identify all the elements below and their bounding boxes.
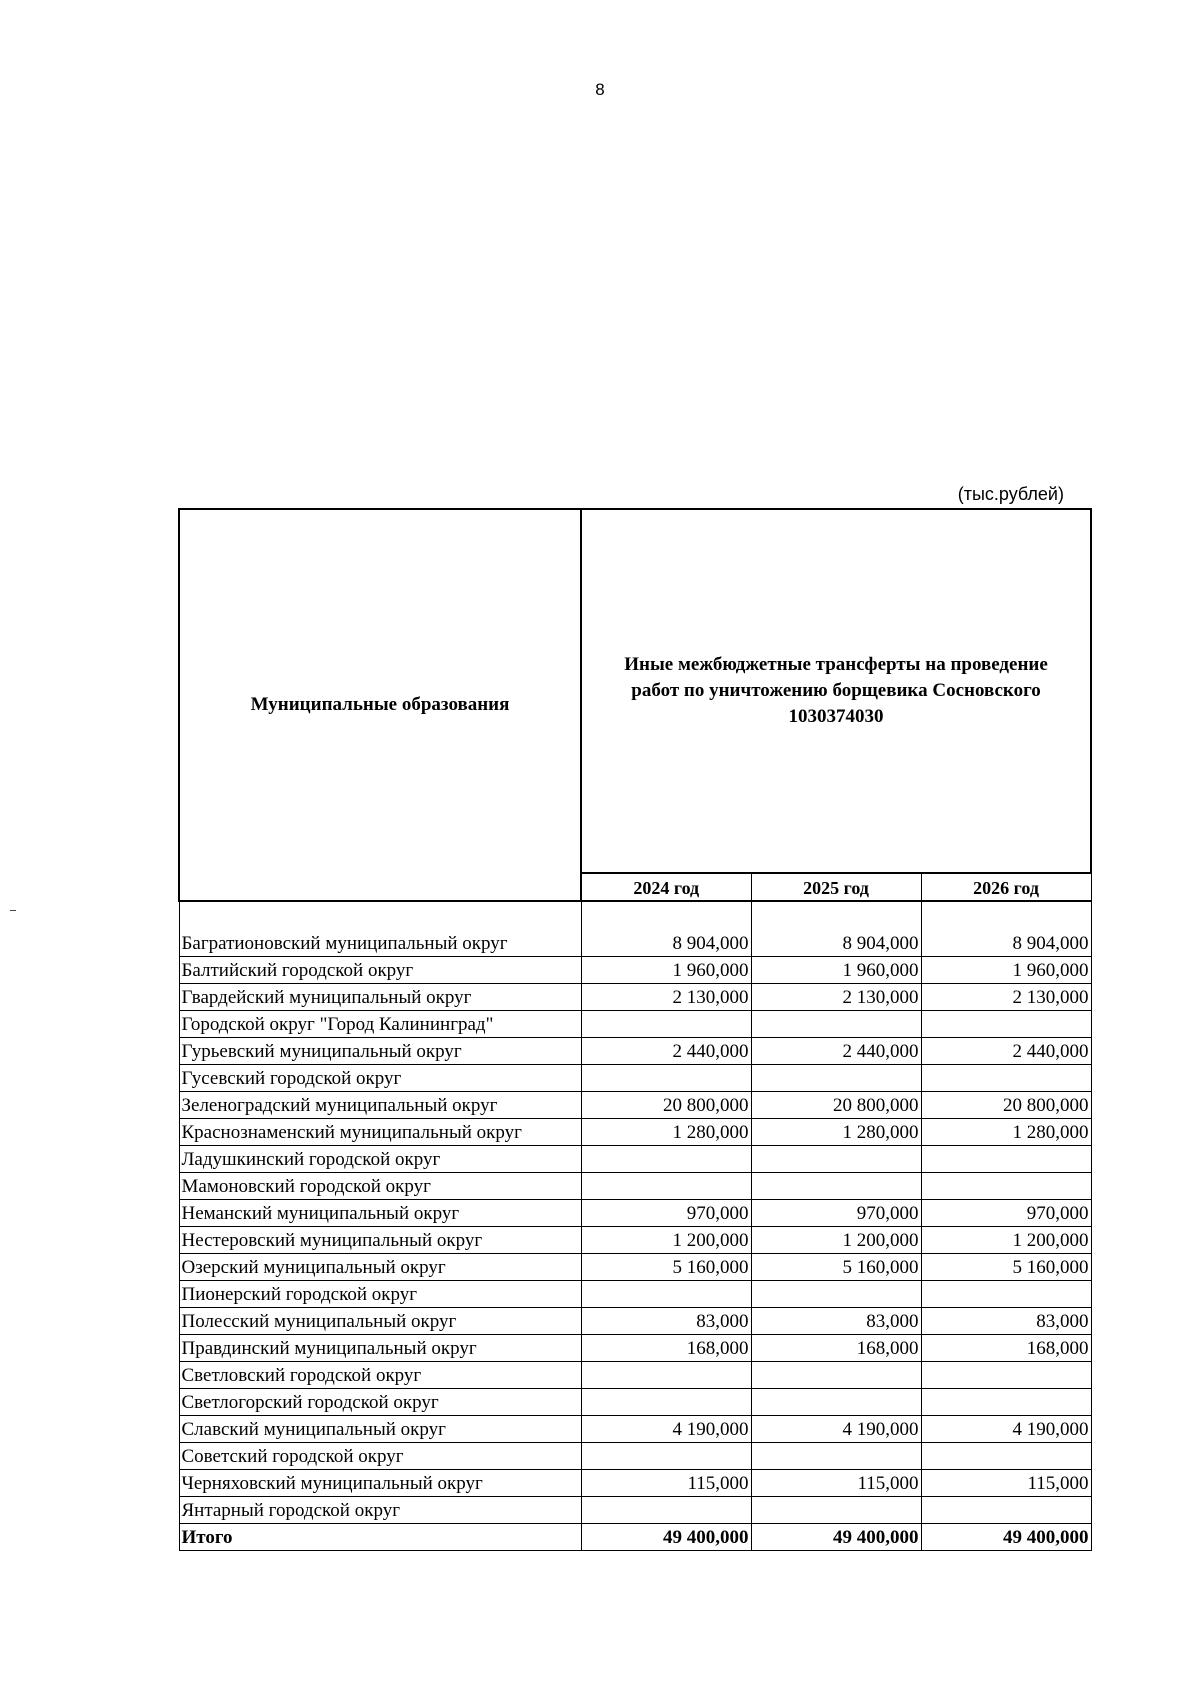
value-2024 (581, 1497, 751, 1524)
municipality-name: Черняховский муниципальный округ (179, 1470, 581, 1497)
value-2024 (581, 1281, 751, 1308)
table-row (179, 984, 1091, 1011)
value-2024 (581, 1011, 751, 1038)
value-2026: 1 200,000 (921, 1227, 1091, 1254)
table-row (179, 901, 1091, 957)
municipality-name: Светловский городской округ (179, 1362, 581, 1389)
header-transfers-line2: работ по уничтожению борщевика Сосновского (631, 680, 1041, 701)
table-row (179, 1416, 1091, 1443)
total-2026: 49 400,000 (921, 1524, 1091, 1551)
table-row (179, 1092, 1091, 1119)
table-row (179, 1497, 1091, 1524)
value-2025: 1 960,000 (751, 957, 921, 984)
municipality-name: Нестеровский муниципальный округ (179, 1227, 581, 1254)
value-2025 (751, 1281, 921, 1308)
value-2026: 4 190,000 (921, 1416, 1091, 1443)
value-2024: 8 904,000 (581, 901, 751, 957)
header-transfers (581, 509, 1091, 873)
value-2024: 2 440,000 (581, 1038, 751, 1065)
value-2025 (751, 1011, 921, 1038)
units-note: (тыс.рублей) (957, 484, 1064, 504)
municipality-name: Неманский муниципальный округ (179, 1200, 581, 1227)
value-2025: 1 200,000 (751, 1227, 921, 1254)
value-2025: 1 280,000 (751, 1119, 921, 1146)
municipality-name: Полесский муниципальный округ (179, 1308, 581, 1335)
municipality-name: Гвардейский муниципальный округ (179, 984, 581, 1011)
value-2024: 83,000 (581, 1308, 751, 1335)
value-2024: 1 200,000 (581, 1227, 751, 1254)
table-row (179, 1119, 1091, 1146)
municipality-name: Балтийский городской округ (179, 957, 581, 984)
value-2026 (921, 1173, 1091, 1200)
value-2024: 2 130,000 (581, 984, 751, 1011)
municipality-name: Городской округ "Город Калининград" (179, 1011, 581, 1038)
header-municipality: Муниципальные образования (179, 509, 581, 901)
table-header (179, 509, 1091, 901)
total-label: Итого (179, 1524, 581, 1551)
table-row (179, 1200, 1091, 1227)
table-row (179, 1389, 1091, 1416)
header-year-2026: 2026 год (921, 873, 1091, 901)
value-2025: 20 800,000 (751, 1092, 921, 1119)
value-2025 (751, 1497, 921, 1524)
value-2025: 83,000 (751, 1308, 921, 1335)
municipality-name: Славский муниципальный округ (179, 1416, 581, 1443)
municipality-name: Гурьевский муниципальный округ (179, 1038, 581, 1065)
value-2025: 168,000 (751, 1335, 921, 1362)
municipality-name: Светлогорский городской округ (179, 1389, 581, 1416)
table-row (179, 1335, 1091, 1362)
value-2025 (751, 1146, 921, 1173)
table-row (179, 1254, 1091, 1281)
table-row (179, 1308, 1091, 1335)
value-2026 (921, 1362, 1091, 1389)
value-2025: 970,000 (751, 1200, 921, 1227)
value-2024: 115,000 (581, 1470, 751, 1497)
value-2024 (581, 1146, 751, 1173)
value-2025 (751, 1065, 921, 1092)
table-row (179, 957, 1091, 984)
total-2025: 49 400,000 (751, 1524, 921, 1551)
page-number: 8 (595, 80, 605, 99)
value-2025: 115,000 (751, 1470, 921, 1497)
table-row (179, 1065, 1091, 1092)
value-2026: 2 440,000 (921, 1038, 1091, 1065)
table-row (179, 1227, 1091, 1254)
table-row (179, 1362, 1091, 1389)
value-2026 (921, 1146, 1091, 1173)
municipality-name: Краснознаменский муниципальный округ (179, 1119, 581, 1146)
municipality-name: Багратионовский муниципальный округ (179, 901, 581, 957)
value-2026: 20 800,000 (921, 1092, 1091, 1119)
municipality-name: Ладушкинский городской округ (179, 1146, 581, 1173)
table-body (179, 901, 1091, 1551)
value-2026: 5 160,000 (921, 1254, 1091, 1281)
municipality-name: Озерский муниципальный округ (179, 1254, 581, 1281)
municipality-name: Мамоновский городской округ (179, 1173, 581, 1200)
table-row (179, 1470, 1091, 1497)
value-2024 (581, 1389, 751, 1416)
municipality-name: Янтарный городской округ (179, 1497, 581, 1524)
total-2024: 49 400,000 (581, 1524, 751, 1551)
value-2024: 1 280,000 (581, 1119, 751, 1146)
table-row (179, 1011, 1091, 1038)
value-2025 (751, 1389, 921, 1416)
header-transfers-code: 1030374030 (788, 706, 884, 727)
value-2026: 1 960,000 (921, 957, 1091, 984)
margin-mark (10, 910, 16, 911)
total-row (179, 1524, 1091, 1551)
municipality-name: Гусевский городской округ (179, 1065, 581, 1092)
municipality-name: Пионерский городской округ (179, 1281, 581, 1308)
value-2024: 4 190,000 (581, 1416, 751, 1443)
value-2026 (921, 1443, 1091, 1470)
header-year-2025: 2025 год (751, 873, 921, 901)
municipality-name: Правдинский муниципальный округ (179, 1335, 581, 1362)
value-2025 (751, 1443, 921, 1470)
value-2024 (581, 1362, 751, 1389)
header-year-2024: 2024 год (581, 873, 751, 901)
value-2025 (751, 1173, 921, 1200)
table-row (179, 1038, 1091, 1065)
value-2025: 4 190,000 (751, 1416, 921, 1443)
header-transfers-line1: Иные межбюджетные трансферты на проведение (624, 654, 1048, 675)
value-2026 (921, 1389, 1091, 1416)
value-2026: 2 130,000 (921, 984, 1091, 1011)
value-2024: 1 960,000 (581, 957, 751, 984)
value-2026: 8 904,000 (921, 901, 1091, 957)
value-2024: 168,000 (581, 1335, 751, 1362)
value-2026 (921, 1281, 1091, 1308)
value-2026: 1 280,000 (921, 1119, 1091, 1146)
table-row (179, 1146, 1091, 1173)
value-2025: 2 130,000 (751, 984, 921, 1011)
table-row (179, 1173, 1091, 1200)
value-2026 (921, 1497, 1091, 1524)
value-2024 (581, 1173, 751, 1200)
value-2024 (581, 1065, 751, 1092)
municipality-name: Зеленоградский муниципальный округ (179, 1092, 581, 1119)
value-2025: 8 904,000 (751, 901, 921, 957)
value-2025: 5 160,000 (751, 1254, 921, 1281)
value-2026: 83,000 (921, 1308, 1091, 1335)
value-2026: 970,000 (921, 1200, 1091, 1227)
municipality-name: Советский городской округ (179, 1443, 581, 1470)
table-row (179, 1281, 1091, 1308)
value-2026 (921, 1065, 1091, 1092)
value-2024: 970,000 (581, 1200, 751, 1227)
transfers-table (178, 508, 1092, 1551)
value-2025 (751, 1362, 921, 1389)
value-2025: 2 440,000 (751, 1038, 921, 1065)
value-2024: 20 800,000 (581, 1092, 751, 1119)
table-row (179, 1443, 1091, 1470)
value-2024: 5 160,000 (581, 1254, 751, 1281)
value-2024 (581, 1443, 751, 1470)
value-2026 (921, 1011, 1091, 1038)
value-2026: 115,000 (921, 1470, 1091, 1497)
value-2026: 168,000 (921, 1335, 1091, 1362)
